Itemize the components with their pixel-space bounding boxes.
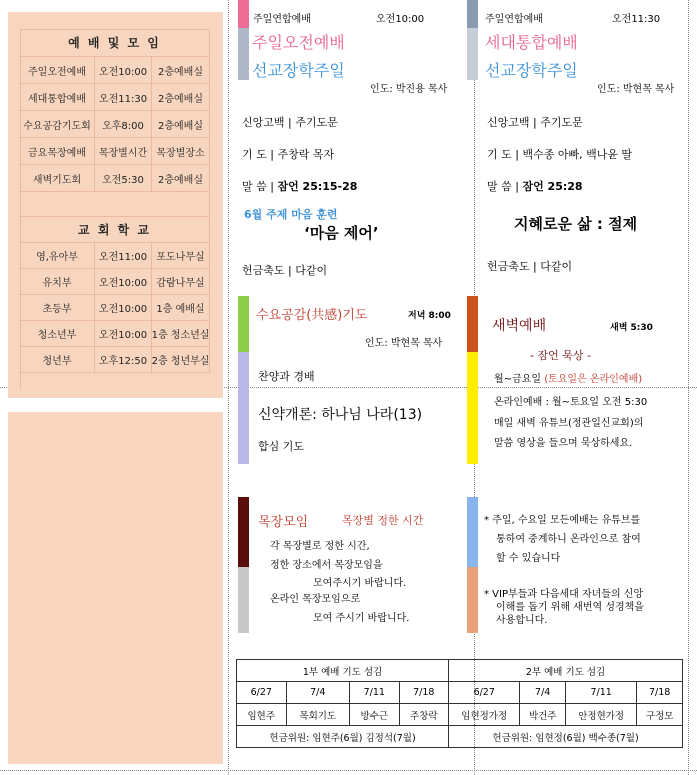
prayer-name: 방수근 — [350, 704, 400, 726]
service1-creed: 신앙고백 | 주기도문 — [242, 116, 338, 129]
color-bar — [467, 28, 478, 80]
school-cell: 1층 청소년실 — [152, 321, 210, 347]
dawn-subtitle: - 잠언 묵상 - — [530, 349, 591, 362]
cell-meeting-line: 온라인 목장모임으로 — [270, 594, 361, 605]
notice-line: * 주일, 수요일 모든예배는 유튜브를 — [484, 515, 641, 526]
service1-time: 오전10:00 — [376, 14, 425, 25]
color-bar — [238, 497, 249, 567]
cell-meeting-line: 정한 장소에서 목장모임을 — [270, 560, 383, 571]
wednesday-lecture: 신약개론: 하나님 나라(13) — [258, 407, 423, 423]
cell-meeting-sub: 목장별 정한 시간 — [342, 514, 424, 527]
schedule-cell: 새벽기도회 — [20, 165, 95, 192]
service1-sermon-text — [242, 178, 357, 194]
prayer-date: 6/27 — [237, 682, 287, 704]
service1-offering: 헌금축도 | 다같이 — [242, 264, 328, 277]
service1-label: 주일연합예배 — [253, 14, 311, 25]
scripture: 잠언 25:28 — [522, 180, 583, 193]
schedule-cell: 2층예배실 — [152, 57, 210, 84]
service1-leader: 인도: 박진용 목사 — [370, 84, 448, 95]
schedule-cell: 금요목장예배 — [20, 138, 95, 165]
schedule-cell: 목장별시간 — [95, 138, 152, 165]
schedule-cell: 목장별장소 — [152, 138, 210, 165]
notice-line: 통하여 중계하니 온라인으로 참여 — [496, 534, 641, 545]
service2-name: 세대통합예배 — [485, 33, 578, 52]
service2-offering: 헌금축도 | 다같이 — [487, 260, 573, 273]
dawn-days-text: 월~금요일 — [494, 374, 545, 385]
schedule-cell: 오전11:30 — [95, 84, 152, 111]
prayer-date: 7/11 — [350, 682, 400, 704]
monthly-theme: 6월 주제 마음 훈련 — [244, 208, 338, 221]
color-bar — [238, 0, 249, 28]
dawn-meditate: 말씀 영상을 들으며 묵상하세요. — [494, 438, 633, 449]
color-bar — [467, 0, 478, 28]
schedule-cell: 오전5:30 — [95, 165, 152, 192]
dawn-online: 온라인예배 : 월~토요일 오전 5:30 — [494, 397, 648, 408]
prayer-date: 6/27 — [449, 682, 520, 704]
school-cell: 1층 예배실 — [152, 295, 210, 321]
color-bar — [238, 567, 249, 633]
school-cell: 유치부 — [20, 269, 95, 295]
dawn-time: 새벽 5:30 — [610, 323, 653, 333]
schedule-cell: 수요공감기도회 — [20, 111, 95, 138]
cell-meeting-line: 모여 주시기 바랍니다. — [313, 613, 410, 624]
sermon-title: 지혜로운 삶 : 절제 — [514, 215, 638, 233]
prayer-title-1: 1부 예배 기도 섬김 — [237, 660, 449, 682]
service1-prayer: 기 도 | 주창락 목자 — [242, 148, 335, 161]
school-cell: 오전10:00 — [95, 269, 152, 295]
dawn-youtube: 매일 새벽 유튜브(정관일신교회)의 — [494, 418, 644, 429]
color-bar — [238, 296, 249, 352]
service2-time: 오전11:30 — [612, 14, 661, 25]
prayer-date: 7/11 — [566, 682, 637, 704]
school-cell: 오후12:50 — [95, 347, 152, 373]
service2-sub: 선교장학주일 — [485, 61, 578, 80]
school-cell: 감람나무실 — [152, 269, 210, 295]
prayer-name: 박건주 — [520, 704, 566, 726]
prayer-name: 임현주 — [237, 704, 287, 726]
prayer-title-2: 2부 예배 기도 섬김 — [449, 660, 683, 682]
sermon-prefix: 말 씀 | — [487, 180, 523, 193]
wednesday-time: 저녁 8:00 — [408, 311, 451, 321]
color-bar — [238, 352, 249, 464]
color-bar — [467, 497, 478, 567]
notice-line: * VIP부들과 다음세대 자녀들의 신앙 — [484, 589, 644, 600]
school-cell: 영,유아부 — [20, 243, 95, 269]
school-cell: 청년부 — [20, 347, 95, 373]
scripture: 잠언 25:15-28 — [277, 180, 358, 193]
school-cell: 2층 청년부실 — [152, 347, 210, 373]
offering-committee-1: 헌금위원: 임현주(6월) 김정석(7월) — [237, 726, 449, 748]
prayer-name: 목회기도 — [286, 704, 350, 726]
color-bar — [238, 28, 249, 80]
school-cell: 오전10:00 — [95, 295, 152, 321]
sermon-title: ‘마음 제어’ — [304, 224, 379, 242]
service2-label: 주일연합예배 — [485, 14, 543, 25]
color-bar — [467, 567, 478, 633]
guide-line — [0, 770, 697, 771]
service1-name: 주일오전예배 — [252, 33, 345, 52]
prayer-name: 임현정가정 — [449, 704, 520, 726]
dawn-note: (토요일은 온라인예배) — [544, 374, 643, 385]
wednesday-leader: 인도: 박현목 목사 — [365, 338, 443, 349]
service2-prayer: 기 도 | 백수종 아빠, 백나윤 딸 — [487, 148, 633, 161]
school-cell: 초등부 — [20, 295, 95, 321]
color-bar — [467, 296, 478, 352]
color-bar — [467, 352, 478, 464]
notice-line: 사용합니다. — [496, 615, 548, 626]
school-cell: 포도나무실 — [152, 243, 210, 269]
prayer-name: 구정모 — [637, 704, 683, 726]
schedule-cell: 오전10:00 — [95, 57, 152, 84]
prayer-name: 안정현가정 — [566, 704, 637, 726]
wednesday-praise: 찬양과 경배 — [258, 370, 315, 383]
dawn-days — [494, 370, 642, 385]
service1-sub: 선교장학주일 — [252, 61, 345, 80]
schedule-cell: 2층예배실 — [152, 111, 210, 138]
cell-meeting-name: 목장모임 — [258, 515, 309, 530]
spacer-cell — [20, 192, 210, 217]
school-cell: 청소년부 — [20, 321, 95, 347]
notice-line: 이해를 돕기 위해 새번역 성경책을 — [496, 602, 644, 613]
schedule-cell: 세대통합예배 — [20, 84, 95, 111]
schedule-cell: 주일오전예배 — [20, 57, 95, 84]
prayer-date: 7/18 — [637, 682, 683, 704]
school-cell: 오전10:00 — [95, 321, 152, 347]
schedule-cell: 오후8:00 — [95, 111, 152, 138]
schedule-cell: 2층예배실 — [152, 165, 210, 192]
prayer-name: 주창락 — [399, 704, 449, 726]
prayer-date: 7/18 — [399, 682, 449, 704]
prayer-date: 7/4 — [286, 682, 350, 704]
dawn-name: 새벽예배 — [492, 318, 547, 334]
notice-line: 할 수 있습니다 — [496, 553, 561, 564]
service2-leader: 인도: 박현목 목사 — [597, 84, 675, 95]
service2-sermon-text — [487, 178, 583, 194]
service2-creed: 신앙고백 | 주기도문 — [487, 116, 583, 129]
wednesday-name: 수요공감(共感)기도 — [256, 308, 368, 323]
prayer-duty-table — [236, 659, 683, 748]
sermon-prefix: 말 씀 | — [242, 180, 278, 193]
offering-committee-2: 헌금위원: 임현정(6월) 백수종(7월) — [449, 726, 683, 748]
cell-meeting-line: 각 목장별로 정한 시간, — [270, 541, 370, 552]
cell-meeting-line: 모여주시기 바랍니다. — [313, 578, 407, 589]
cell-visit-panel — [8, 412, 223, 764]
wednesday-prayer: 합심 기도 — [258, 440, 305, 453]
schedule-cell: 2층예배실 — [152, 84, 210, 111]
church-school-title: 교 회 학 교 — [20, 217, 210, 243]
worship-schedule-title: 예 배 및 모 임 — [20, 29, 210, 57]
school-cell: 오전11:00 — [95, 243, 152, 269]
prayer-date: 7/4 — [520, 682, 566, 704]
